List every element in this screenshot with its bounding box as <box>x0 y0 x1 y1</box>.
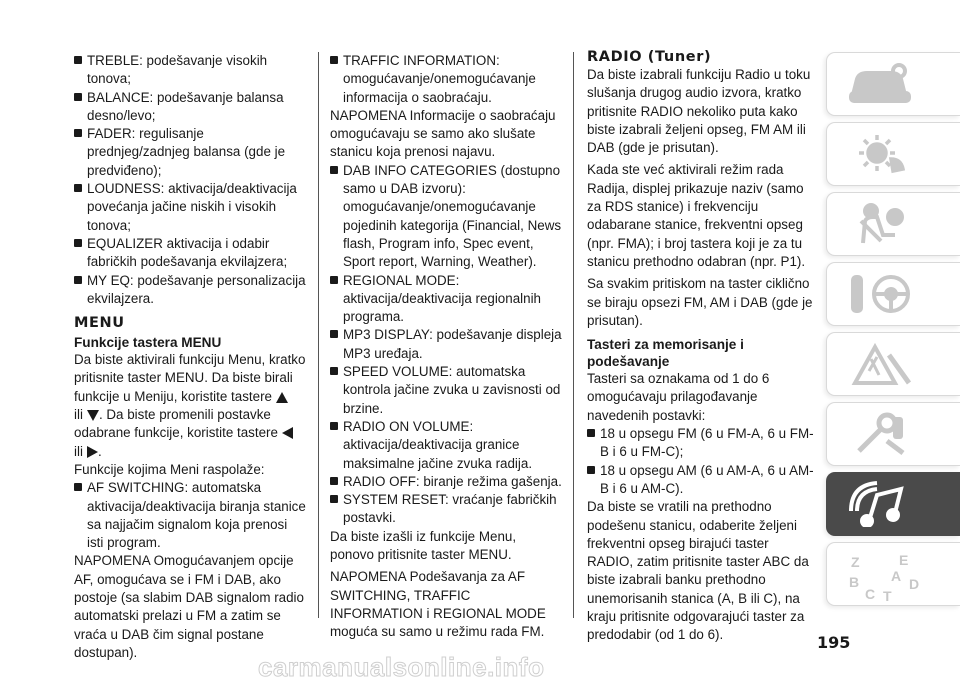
bullet-system-reset: SYSTEM RESET: vraćanje fabričkih postavki. <box>330 491 562 528</box>
tools-wrench-icon <box>847 411 917 457</box>
car-dashboard-icon <box>847 61 917 107</box>
bullet-fm-presets: 18 u opsegu FM (6 u FM-A, 6 u FM-B i 6 u FM-C); <box>587 425 815 462</box>
tab-road-warning[interactable] <box>826 332 960 396</box>
multimedia-music-icon <box>847 481 917 527</box>
section-heading-radio-tuner: RADIO (Tuner) <box>587 49 712 65</box>
tab-index[interactable] <box>826 542 960 606</box>
bullet-regional-mode: REGIONAL MODE: aktivacija/deaktivacija regionalnih programa. <box>330 272 562 327</box>
note-traffic: NAPOMENA Informacije o saobraćaju omogućavaju se samo ako slušate stanicu koja prenosi najavu. <box>330 107 556 160</box>
paragraph-menu-functions-intro: Funkcije kojima Meni raspolaže: <box>74 461 265 477</box>
paragraph-menu-usage <box>74 351 306 461</box>
triangle-left-icon <box>282 427 293 439</box>
paragraph-radio-display: Kada ste već aktivirali režim rada Radija, displej prikazuje naziv (samo za RDS stanice) i frekvenciju odabarane stanice, frekventni opseg (npr. FMA); i broj tastera koji je za tu stanicu prethodno odabran (npr. P1). <box>587 162 806 269</box>
bullet-dab-info-categories: DAB INFO CATEGORIES (dostupno samo u DAB izvoru): omogućavanje/onemogućavanje pojedinih kategorija (Financial, News flash, Program info, Spec event, Sport report, Warning, Weather). <box>330 162 562 272</box>
triangle-up-icon <box>276 392 288 403</box>
tab-seatbelt-airbag[interactable] <box>826 192 960 256</box>
index-letter: C <box>865 586 876 601</box>
bullet-my-eq: MY EQ: podešavanje personalizacija ekvilajzera. <box>74 272 306 309</box>
triangle-right-icon <box>87 446 98 458</box>
menu-usage-text-e: . <box>97 443 102 459</box>
menu-usage-text-a: Da biste aktivirali funkciju Menu, kratko pritisnite taster MENU. Da biste birali funkcije u Meniju, koristite tastere <box>74 352 306 404</box>
index-letter: Z <box>851 554 860 570</box>
road-warning-icon <box>847 341 917 387</box>
paragraph-recall-station: Da biste se vratili na prethodno podešenu stanicu, odaberite željeni frekventni opseg birajući taster RADIO, zatim pritisnite taster ABC da biste izabrali banku prethodno unemorisanih stanica (A, B ili C), na kraju pritisnite odgovarajući taster za predodabir (od 1 do 6). <box>587 499 809 643</box>
watermark: carmanualsonline.info <box>258 652 545 680</box>
bullet-balance: BALANCE: podešavanje balansa desno/levo; <box>74 89 306 126</box>
tab-warning-lights[interactable] <box>826 122 960 186</box>
subheading-memory-buttons: Tasteri za memorisanje i podešavanje <box>587 337 744 370</box>
menu-usage-text-d: ili <box>74 443 83 459</box>
bullet-radio-on-volume: RADIO ON VOLUME: aktivacija/deaktivacija granice maksimalne jačine zvuka radija. <box>330 418 562 473</box>
column-2 <box>330 52 562 642</box>
paragraph-radio-select: Da biste izabrali funkciju Radio u toku slušanja drugog audio izvora, kratko pritisnite RADIO nekoliko puta kako biste izabrali željeni opseg, FM AM ili DAB (gde je prisutan). <box>587 67 811 156</box>
index-letter: B <box>849 574 860 590</box>
warning-lights-icon <box>847 131 917 177</box>
index-letter: T <box>883 588 892 601</box>
bullet-loudness: LOUDNESS: aktivacija/deaktivacija povećanja jačine niskih i visokih tonova; <box>74 180 306 235</box>
tab-tools-wrench[interactable] <box>826 402 960 466</box>
paragraph-preset-buttons: Tasteri sa oznakama od 1 do 6 omogućavaju prilagođavanje navedenih postavki: <box>587 371 770 423</box>
alphabetical-index-icon <box>847 551 937 601</box>
bullet-af-switching: AF SWITCHING: automatska aktivacija/deaktivacija biranja stanice sa najjačim signalom koja prenosi isti program. <box>74 479 306 552</box>
triangle-down-icon <box>87 410 99 421</box>
tab-car-dashboard[interactable] <box>826 52 960 116</box>
paragraph-exit-menu: Da biste izašli iz funkcije Menu, ponovo pritisnite taster MENU. <box>330 528 517 563</box>
tab-multimedia[interactable] <box>826 472 960 536</box>
section-heading-menu: MENU <box>74 315 125 332</box>
note-fm-only: NAPOMENA Podešavanja za AF SWITCHING, TRAFFIC INFORMATION i REGIONAL MODE moguća su samo u režimu rada FM. <box>330 569 546 640</box>
page-number: 195 <box>817 633 851 652</box>
bullet-mp3-display: MP3 DISPLAY: podešavanje displeja MP3 uređaja. <box>330 326 562 363</box>
seatbelt-airbag-icon <box>847 201 917 247</box>
bullet-radio-off: RADIO OFF: biranje režima gašenja. <box>330 473 562 491</box>
column-divider <box>318 52 319 618</box>
chapter-tabs <box>826 52 960 612</box>
index-letter: A <box>891 568 902 584</box>
subheading-menu-functions: Funkcije tastera MENU <box>74 335 222 351</box>
bullet-traffic-information: TRAFFIC INFORMATION: omogućavanje/onemogućavanje informacija o saobraćaju. <box>330 52 562 107</box>
bullet-treble: TREBLE: podešavanje visokih tonova; <box>74 52 306 89</box>
column-divider <box>573 52 574 618</box>
column-3 <box>587 49 815 645</box>
key-steering-wheel-icon <box>847 271 917 317</box>
bullet-equalizer: EQUALIZER aktivacija i odabir fabričkih podešavanja ekvilajzera; <box>74 235 306 272</box>
bullet-speed-volume: SPEED VOLUME: automatska kontrola jačine zvuka u zavisnosti od brzine. <box>330 363 562 418</box>
menu-usage-text-b: ili <box>74 407 83 423</box>
menu-usage-text-c: . Da biste promenili postavke odabrane funkcije, koristite tastere <box>74 407 278 441</box>
bullet-fader: FADER: regulisanje prednjeg/zadnjeg balansa (gde je predviđeno); <box>74 125 306 180</box>
index-letter: E <box>899 552 909 568</box>
index-letter: D <box>909 576 920 592</box>
paragraph-band-cycle: Sa svakim pritiskom na taster ciklično se biraju opsezi FM, AM i DAB (gde je prisutan). <box>587 276 813 328</box>
note-af: NAPOMENA Omogućavanjem opcije AF, omogućava se i FM i DAB, ako postoje (sa slabim DAB signalom radio automatski prelazi u FM a zatim se vraća u DAB čim signal postane dostupan). <box>74 553 304 660</box>
tab-key-steering[interactable] <box>826 262 960 326</box>
bullet-am-presets: 18 u opsegu AM (6 u AM-A, 6 u AM-B i 6 u AM-C). <box>587 462 815 499</box>
column-1 <box>74 52 306 662</box>
